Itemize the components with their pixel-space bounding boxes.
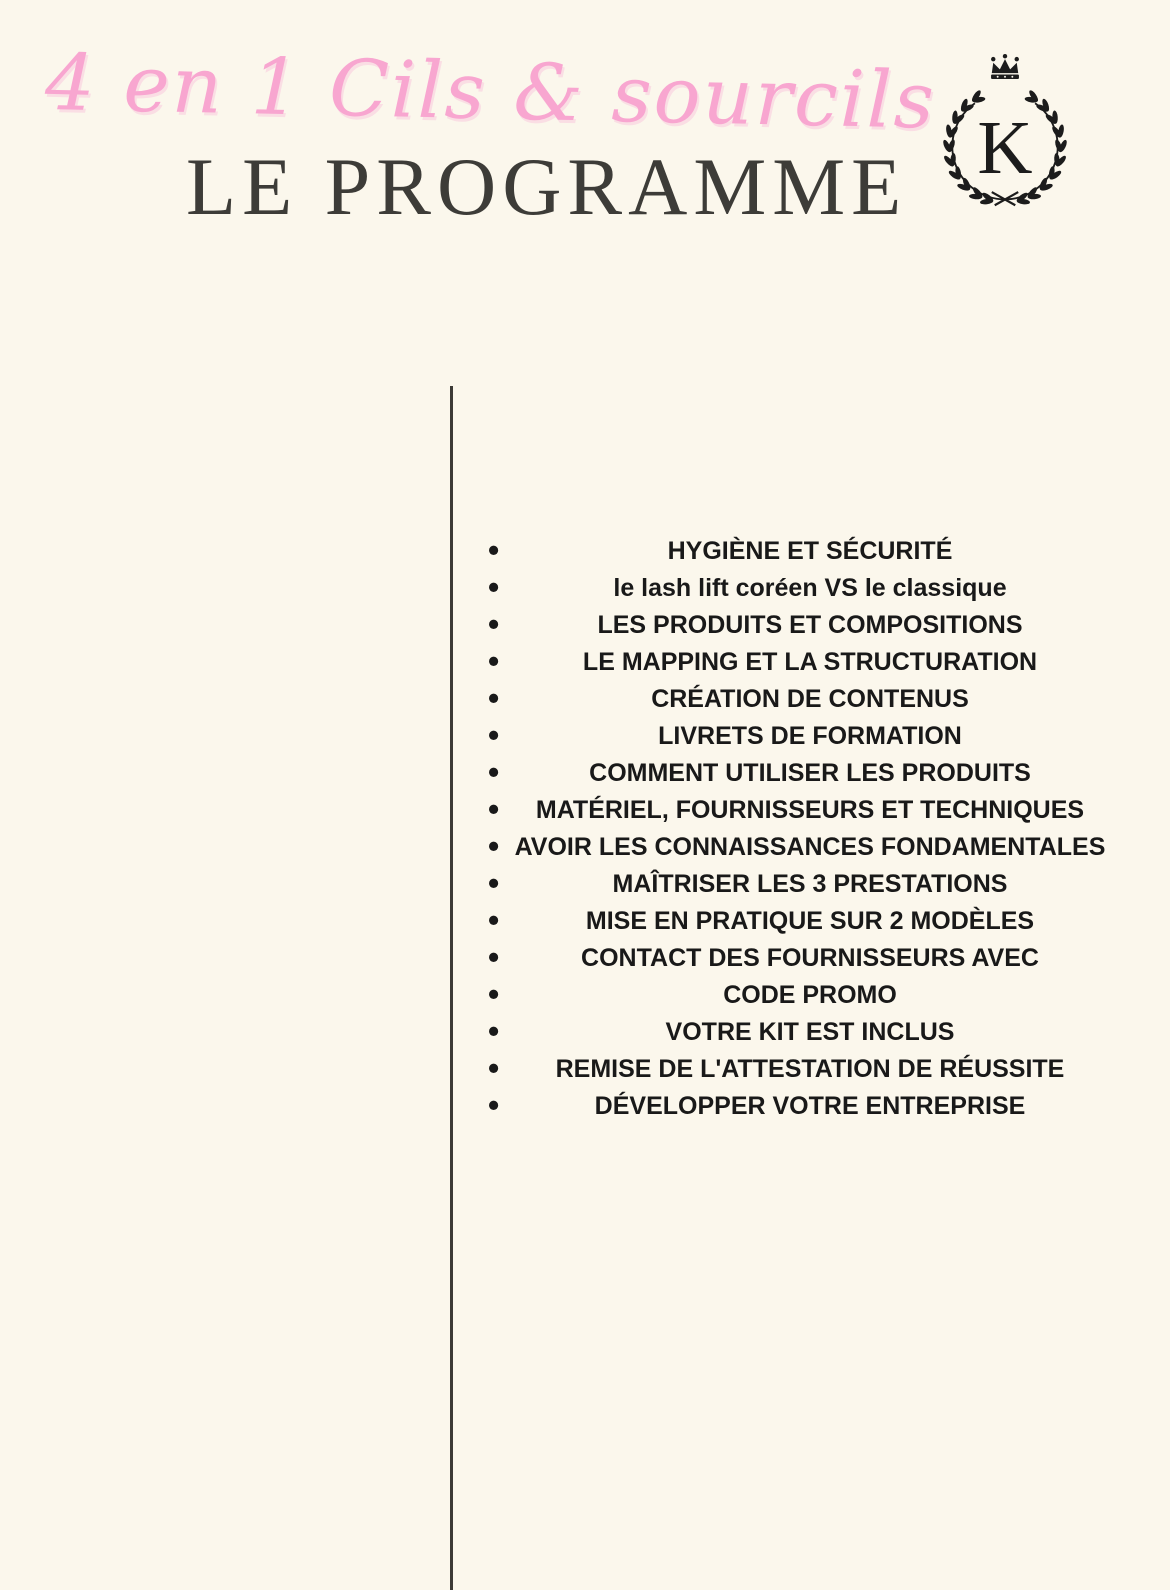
program-list-item — [452, 755, 1168, 792]
bullet-icon: • — [488, 939, 500, 975]
logo-letter: K — [977, 104, 1033, 190]
bullet-icon: • — [488, 1013, 500, 1049]
program-item-label: LE MAPPING ET LA STRUCTURATION — [582, 648, 1038, 676]
program-item-label: MATÉRIEL, FOURNISSEURS ET TECHNIQUES — [535, 796, 1085, 824]
bullet-icon: • — [488, 1087, 500, 1123]
brand-logo — [931, 54, 1079, 217]
course-script-title: 4 en 1 Cils & sourcils — [44, 38, 937, 147]
bullet-icon: • — [488, 532, 500, 568]
program-item-label: DÉVELOPPER VOTRE ENTREPRISE — [594, 1092, 1026, 1120]
program-item-label: VOTRE KIT EST INCLUS — [665, 1018, 955, 1046]
program-list-item — [452, 1014, 1168, 1051]
program-item-label: le lash lift coréen VS le classique — [613, 574, 1007, 602]
program-list-item — [452, 829, 1168, 866]
program-list-item — [452, 866, 1168, 903]
page-title: LE PROGRAMME — [186, 141, 908, 232]
program-list-item — [452, 533, 1168, 570]
program-list-item — [452, 1051, 1168, 1088]
bullet-icon: • — [488, 828, 500, 864]
program-item-label: HYGIÈNE ET SÉCURITÉ — [667, 537, 953, 565]
program-list-item — [452, 977, 1168, 1014]
program-list-item — [452, 644, 1168, 681]
program-item-label: CONTACT DES FOURNISSEURS AVEC — [581, 944, 1039, 972]
program-item-label: LES PRODUITS ET COMPOSITIONS — [597, 611, 1023, 639]
bullet-icon: • — [488, 976, 500, 1012]
program-item-label: AVOIR LES CONNAISSANCES FONDAMENTALES — [514, 833, 1106, 861]
program-list — [452, 533, 1168, 1125]
program-item-label: MISE EN PRATIQUE SUR 2 MODÈLES — [585, 907, 1035, 935]
program-list-item — [452, 792, 1168, 829]
bullet-icon: • — [488, 569, 500, 605]
program-item-label: MAÎTRISER LES 3 PRESTATIONS — [612, 870, 1008, 898]
program-item-label: CODE PROMO — [723, 981, 897, 1009]
program-list-item — [452, 718, 1168, 755]
program-list-item — [452, 903, 1168, 940]
program-list-item — [452, 570, 1168, 607]
program-item-label: REMISE DE L'ATTESTATION DE RÉUSSITE — [555, 1055, 1065, 1083]
bullet-icon: • — [488, 680, 500, 716]
bullet-icon: • — [488, 865, 500, 901]
program-list-item — [452, 681, 1168, 718]
bullet-icon: • — [488, 643, 500, 679]
bullet-icon: • — [488, 902, 500, 938]
program-list-item — [452, 940, 1168, 977]
bullet-icon: • — [488, 606, 500, 642]
bullet-icon: • — [488, 717, 500, 753]
program-list-item — [452, 1088, 1168, 1125]
program-item-label: COMMENT UTILISER LES PRODUITS — [589, 759, 1031, 787]
crown-icon — [991, 54, 1019, 79]
bullet-icon: • — [488, 1050, 500, 1086]
program-item-label: CRÉATION DE CONTENUS — [651, 685, 969, 713]
program-item-label: LIVRETS DE FORMATION — [658, 722, 962, 750]
bullet-icon: • — [488, 791, 500, 827]
bullet-icon: • — [488, 754, 500, 790]
program-list-item — [452, 607, 1168, 644]
